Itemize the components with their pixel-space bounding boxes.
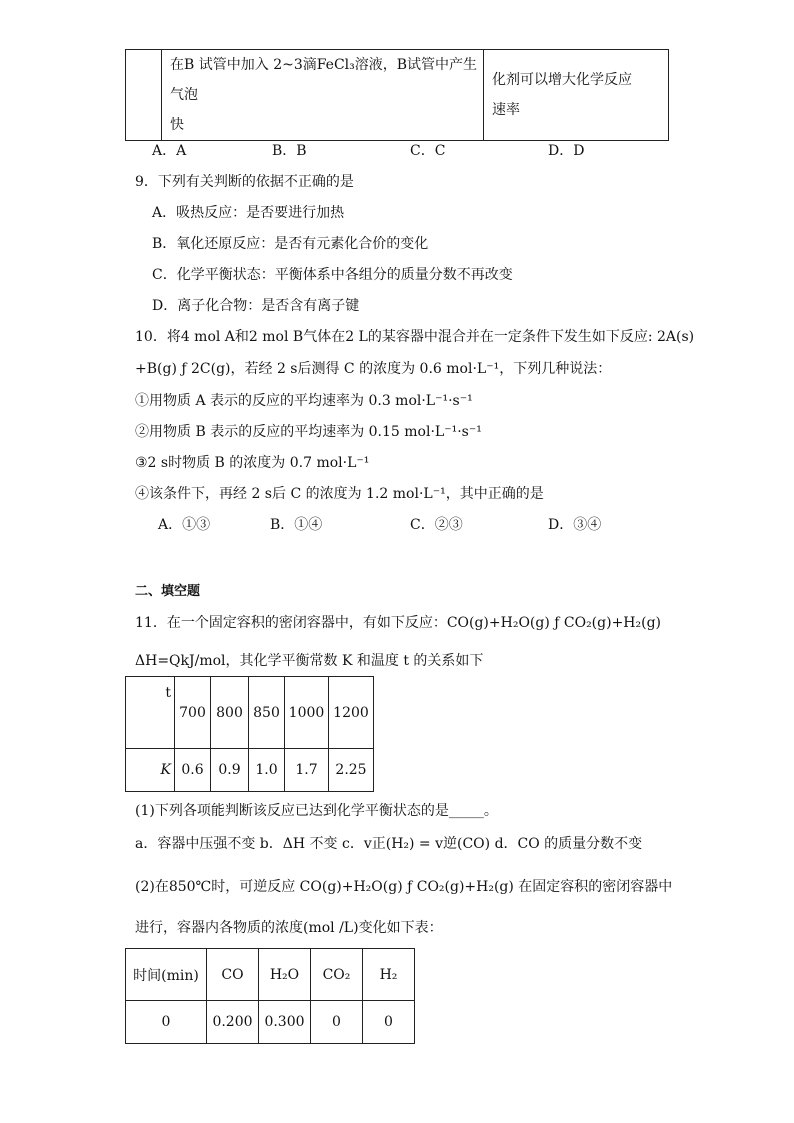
k-table-temp: 1000: [285, 677, 329, 749]
q11-sub1: (1)下列各项能判断该反应已达到化学平衡状态的是_____。: [135, 803, 498, 819]
q9-option-b: B．氧化还原反应：是否有元素化合价的变化: [152, 236, 429, 252]
k-table-t-label: t: [126, 677, 175, 749]
experiment-conclusion-cell: [484, 50, 669, 141]
q10-option-b: B．①④: [270, 517, 323, 533]
conc-header-time: 时间(min): [126, 949, 207, 1001]
q11-sub1-options: a．容器中压强不变 b．ΔH 不变 c．v正(H₂) = v逆(CO) d．CO 的质量分数不变: [135, 836, 643, 852]
k-table-value: 0.6: [175, 749, 211, 792]
conc-cell: 0: [126, 1001, 207, 1044]
q9-option-c: C．化学平衡状态：平衡体系中各组分的质量分数不再改变: [152, 267, 513, 283]
conc-header-co: CO: [207, 949, 259, 1001]
conc-header-co2: CO₂: [311, 949, 363, 1001]
k-table-temp: 850: [249, 677, 285, 749]
q10-statement-1: ①用物质 A 表示的反应的平均速率为 0.3 mol·L⁻¹·s⁻¹: [135, 393, 473, 409]
k-table-value: 1.0: [249, 749, 285, 792]
k-table-temp: 700: [175, 677, 211, 749]
k-table-k-label: K: [126, 749, 175, 792]
conclusion-line-1: 化剂可以增大化学反应: [492, 72, 632, 88]
q10-statement-4: ④该条件下，再经 2 s后 C 的浓度为 1.2 mol·L⁻¹，其中正确的是: [135, 486, 544, 502]
k-temperature-table: [125, 676, 374, 792]
q8-option-c: C．C: [410, 143, 446, 159]
section-title: 二、填空题: [135, 584, 201, 599]
q10-option-c: C．②③: [410, 517, 463, 533]
experiment-index-cell: [126, 50, 162, 141]
conc-cell: 0.200: [207, 1001, 259, 1044]
conclusion-line-2: 速率: [492, 102, 520, 118]
k-table-value: 1.7: [285, 749, 329, 792]
experiment-table: [125, 49, 669, 141]
q11-line-1: 11．在一个固定容积的密闭容器中，有如下反应：CO(g)+H₂O(g) ƒ CO₂(g)+H₂(g): [135, 615, 662, 631]
q10-statement-3: ③2 s时物质 B 的浓度为 0.7 mol·L⁻¹: [135, 455, 370, 471]
conc-cell: 0: [311, 1001, 363, 1044]
conc-header-h2: H₂: [363, 949, 415, 1001]
experiment-operation-cell: [162, 50, 484, 141]
conc-cell: 0.300: [259, 1001, 311, 1044]
q10-statement-2: ②用物质 B 表示的反应的平均速率为 0.15 mol·L⁻¹·s⁻¹: [135, 424, 482, 440]
q8-option-d: D．D: [548, 143, 585, 159]
concentration-table: [125, 948, 415, 1044]
k-table-temp: 800: [211, 677, 249, 749]
operation-line-2: 快: [170, 117, 184, 133]
q8-option-a: A．A: [152, 143, 187, 159]
q9-option-d: D．离子化合物：是否含有离子键: [152, 298, 360, 314]
q10-option-d: D．③④: [548, 517, 602, 533]
q11-sub2-line-1: (2)在850℃时，可逆反应 CO(g)+H₂O(g) ƒ CO₂(g)+H₂(g) 在固定容积的密闭容器中: [135, 879, 673, 895]
q10-line-1: 10．将4 mol A和2 mol B气体在2 L的某容器中混合并在一定条件下发生如下反应: 2A(s): [135, 329, 695, 345]
q9-option-a: A．吸热反应：是否要进行加热: [152, 205, 345, 221]
q10-line-2: +B(g) ƒ 2C(g)，若经 2 s后测得 C 的浓度为 0.6 mol·L⁻¹，下列几种说法：: [135, 361, 612, 377]
conc-cell: 0: [363, 1001, 415, 1044]
q11-sub2-line-2: 进行，容器内各物质的浓度(mol /L)变化如下表：: [135, 920, 443, 936]
q8-option-b: B．B: [272, 143, 307, 159]
q10-option-a: A．①③: [158, 517, 211, 533]
operation-line-1: 在B 试管中加入 2~3滴FeCl₃溶液，B试管中产生气泡: [170, 57, 478, 103]
k-table-temp: 1200: [329, 677, 374, 749]
conc-header-h2o: H₂O: [259, 949, 311, 1001]
k-table-value: 0.9: [211, 749, 249, 792]
q9-stem: 9．下列有关判断的依据不正确的是: [135, 174, 354, 190]
k-table-value: 2.25: [329, 749, 374, 792]
q11-line-2: ΔH=QkJ/mol，其化学平衡常数 K 和温度 t 的关系如下: [135, 653, 484, 669]
